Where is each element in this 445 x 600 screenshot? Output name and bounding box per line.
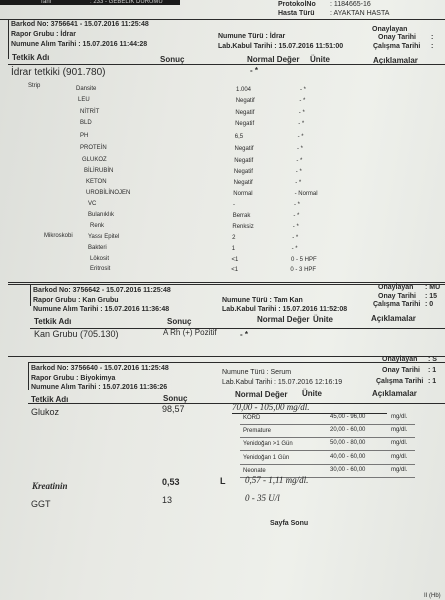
urine-test-value: 1.004	[236, 87, 252, 93]
urine-test-name: Yassı Epitel	[88, 234, 120, 240]
urine-test-ref: - *	[299, 98, 306, 104]
urine-test-value: Negatif	[235, 110, 255, 116]
numune-alim-3: Numune Alım Tarihi : 15.07.2016 11:36:26	[31, 384, 168, 391]
onay-tarihi-label-2: Onay Tarihi	[378, 293, 416, 300]
col-header-unite-2: Ünite	[313, 315, 333, 324]
urine-test-name: VC	[88, 201, 97, 207]
subref-range: 30,00 - 60,00	[330, 467, 366, 473]
subref-divider	[240, 450, 415, 451]
divider	[0, 19, 445, 20]
subref-range: 45,00 - 96,00	[330, 414, 366, 420]
urine-test-value: Renksiz	[232, 224, 254, 230]
urine-test-value: Negatif	[235, 98, 255, 104]
numune-alim-1: Numune Alım Tarihi : 15.07.2016 11:44:28	[11, 41, 148, 48]
box-left-border	[8, 19, 9, 59]
subref-divider	[240, 464, 415, 465]
subref-name: Premature	[243, 428, 272, 434]
col-header-sonuc-1: Sonuç	[160, 55, 185, 64]
onay-tarihi-value-2: : 15	[425, 293, 438, 300]
barkod-2: Barkod No: 3756642 - 15.07.2016 11:25:48	[33, 287, 171, 294]
numune-turu-2: Numune Türü : Tam Kan	[222, 297, 303, 304]
col-header-normal-3: Normal Değer	[235, 390, 288, 399]
urine-test-ref: - Normal	[294, 191, 318, 197]
rapor-grubu-3: Rapor Grubu : Biyokimya	[31, 375, 116, 382]
barkod-3: Barkod No: 3756640 - 15.07.2016 11:25:48	[31, 365, 169, 372]
lab-kabul-2: Lab.Kabul Tarihi : 15.07.2016 11:52:08	[222, 306, 348, 313]
subref-range: 40,00 - 60,00	[330, 454, 366, 460]
idrar-star: - *	[250, 66, 258, 75]
glukoz-ref: 70,00 - 105,00 mg/dl.	[232, 402, 310, 412]
subref-range: 20,00 - 60,00	[330, 427, 366, 433]
onay-tarihi-value-3: : 1	[428, 367, 437, 374]
onay-tarihi-value-1: :	[431, 34, 434, 41]
urine-test-name: PH	[80, 133, 89, 139]
subref-name: Yenidoğan 1 Gün	[243, 455, 290, 461]
protokol-value: : 1184665-16	[330, 1, 371, 8]
subref-unit: mg/dl.	[391, 454, 408, 460]
urine-test-value: Berrak	[232, 213, 251, 219]
subref-unit: mg/dl.	[391, 440, 408, 446]
urine-test-value: Negatif	[235, 121, 255, 127]
test-name-kan-grubu: Kan Grubu (705.130)	[34, 329, 119, 339]
onaylayan-label-1: Onaylayan	[372, 26, 408, 33]
urine-test-ref: - *	[300, 87, 306, 93]
subref-divider	[240, 424, 415, 425]
hasta-turu-value: : AYAKTAN HASTA	[330, 10, 390, 17]
urine-test-ref: - *	[297, 134, 304, 140]
urine-test-name: BİLİRUBİN	[84, 168, 114, 174]
kreatinin-flag: L	[220, 476, 226, 486]
ggt-ref: 0 - 35 U/l	[245, 493, 280, 503]
kan-grubu-result: A Rh (+) Pozitif	[163, 328, 217, 337]
calisma-tarihi-label-1: Çalışma Tarihi	[373, 43, 421, 50]
col-header-tetkik-1: Tetkik Adı	[12, 53, 50, 62]
urine-test-name: Renk	[90, 223, 105, 229]
box-left-border	[28, 362, 29, 390]
urine-test-ref: - *	[298, 121, 305, 127]
onaylayan-value-3: : S	[428, 356, 437, 363]
urine-test-ref: - *	[297, 146, 303, 152]
urine-test-value: 1	[231, 246, 236, 252]
calisma-tarihi-value-1: :	[431, 43, 434, 50]
numune-alim-2: Numune Alım Tarihi : 15.07.2016 11:36:48	[33, 306, 170, 313]
subref-name: Neonate	[243, 468, 266, 474]
divider	[8, 64, 445, 65]
col-header-unite-1: Ünite	[310, 55, 330, 64]
lab-kabul-1: Lab.Kabul Tarihi : 15.07.2016 11:51:00	[218, 43, 344, 50]
onay-tarihi-label-1: Onay Tarihi	[378, 34, 416, 41]
tani-label: Tani	[40, 0, 52, 5]
urine-test-name: Dansite	[76, 86, 97, 92]
urine-test-ref: 0 - 5 HPF	[291, 257, 317, 263]
urine-test-ref: - *	[293, 213, 300, 219]
urine-test-value: Negatif	[233, 169, 253, 175]
col-header-aciklamalar-1: Açıklamalar	[373, 56, 418, 65]
onaylayan-label-2: Onaylayan	[378, 284, 414, 291]
kreatinin-name: Kreatinin	[32, 481, 68, 491]
urine-test-value: <1	[231, 267, 239, 273]
subref-divider	[240, 437, 415, 438]
col-header-normal-1: Normal Değer	[247, 55, 300, 64]
urine-test-name: PROTEİN	[80, 145, 107, 151]
urine-test-value: 6,5	[234, 134, 244, 140]
urine-test-ref: - *	[298, 110, 305, 116]
calisma-tarihi-value-2: : 0	[425, 301, 434, 308]
urine-test-ref: - *	[292, 224, 299, 230]
kreatinin-value: 0,53	[162, 477, 180, 487]
ggt-value: 13	[162, 495, 173, 505]
calisma-tarihi-label-2: Çalışma Tarihi	[373, 301, 421, 308]
urine-test-name: LEU	[78, 97, 90, 103]
strip-label: Strip	[28, 83, 41, 89]
urine-test-ref: - *	[295, 180, 302, 186]
urine-test-ref: - *	[295, 169, 302, 175]
calisma-tarihi-label-3: Çalışma Tarihi	[376, 378, 424, 385]
urine-test-name: NİTRİT	[80, 109, 100, 115]
urine-test-value: 2	[232, 235, 236, 241]
ggt-name: GGT	[31, 499, 51, 509]
subref-unit: mg/dl.	[391, 467, 408, 473]
subref-range: 50,00 - 80,00	[330, 440, 366, 446]
urine-test-name: Eritrosit	[90, 266, 111, 272]
col-header-aciklamalar-2: Açıklamalar	[371, 314, 416, 323]
numune-turu-3: Numune Türü : Serum	[222, 369, 292, 376]
divider	[8, 282, 445, 283]
kreatinin-ref: 0,57 - 1,11 mg/dl.	[245, 475, 309, 485]
subref-name: Yenidoğan >1 Gün	[243, 441, 293, 447]
urine-test-ref: 0 - 3 HPF	[290, 267, 317, 273]
urine-test-name: GLUKOZ	[82, 157, 107, 163]
onay-tarihi-label-3: Onay Tarihi	[382, 367, 420, 374]
urine-test-value: Normal	[233, 191, 253, 197]
mikroskobi-label: Mikroskobi	[44, 233, 73, 239]
subref-unit: mg/dl.	[391, 427, 408, 433]
divider	[8, 356, 445, 357]
test-name-idrar: İdrar tetkiki (901.780)	[11, 67, 106, 78]
corner-text: II (Hb)	[424, 593, 441, 599]
col-header-aciklamalar-3: Açıklamalar	[372, 389, 417, 398]
urine-test-value: <1	[231, 257, 239, 263]
calisma-tarihi-value-3: : 1	[428, 378, 437, 385]
urine-test-ref: - *	[294, 202, 300, 208]
urine-test-name: UROBİLİNOJEN	[86, 190, 131, 196]
subref-unit: mg/dl.	[391, 414, 408, 420]
protokol-label: ProtokolNo	[278, 1, 316, 8]
barkod-1: Barkod No: 3756641 - 15.07.2016 11:25:48	[11, 21, 149, 28]
urine-test-name: Bakteri	[88, 245, 107, 251]
col-header-sonuc-3: Sonuç	[163, 394, 188, 403]
col-header-unite-3: Ünite	[302, 389, 322, 398]
sayfa-sonu: Sayfa Sonu	[270, 520, 309, 527]
urine-test-value: Negatif	[234, 146, 254, 152]
col-header-sonuc-2: Sonuç	[167, 317, 192, 326]
col-header-tetkik-3: Tetkik Adı	[31, 395, 69, 404]
glukoz-value: 98,57	[162, 404, 185, 414]
numune-turu-1: Numune Türü : İdrar	[218, 33, 286, 40]
rapor-grubu-1: Rapor Grubu : İdrar	[11, 31, 76, 38]
subref-name: KORD	[243, 415, 261, 421]
onaylayan-label-3: Onaylayan	[382, 356, 418, 363]
urine-test-name: Lökosit	[90, 256, 110, 262]
rapor-grubu-2: Rapor Grubu : Kan Grubu	[33, 297, 119, 304]
glukoz-name: Glukoz	[31, 407, 60, 417]
urine-test-ref: - *	[291, 246, 298, 252]
urine-test-name: Bulanıklık	[88, 212, 115, 218]
urine-test-ref: - *	[296, 158, 303, 164]
tani-value: : 233 - GEBELIK DURUMU	[90, 0, 163, 5]
urine-test-value: Negatif	[233, 180, 253, 186]
urine-test-value: Negatif	[234, 158, 254, 164]
kan-grubu-ref: - *	[240, 330, 248, 339]
lab-kabul-3: Lab.Kabul Tarihi : 15.07.2016 12:16:19	[222, 379, 343, 386]
urine-test-name: BLD	[80, 120, 92, 126]
hasta-turu-label: Hasta Türü	[278, 10, 315, 17]
urine-test-ref: - *	[292, 235, 299, 241]
urine-test-value: -	[233, 202, 235, 208]
box-left-border	[30, 284, 31, 306]
urine-test-name: KETON	[86, 179, 107, 185]
col-header-normal-2: Normal Değer	[257, 315, 310, 324]
onaylayan-value-2: : MU	[425, 284, 441, 291]
col-header-tetkik-2: Tetkik Adı	[34, 317, 72, 326]
